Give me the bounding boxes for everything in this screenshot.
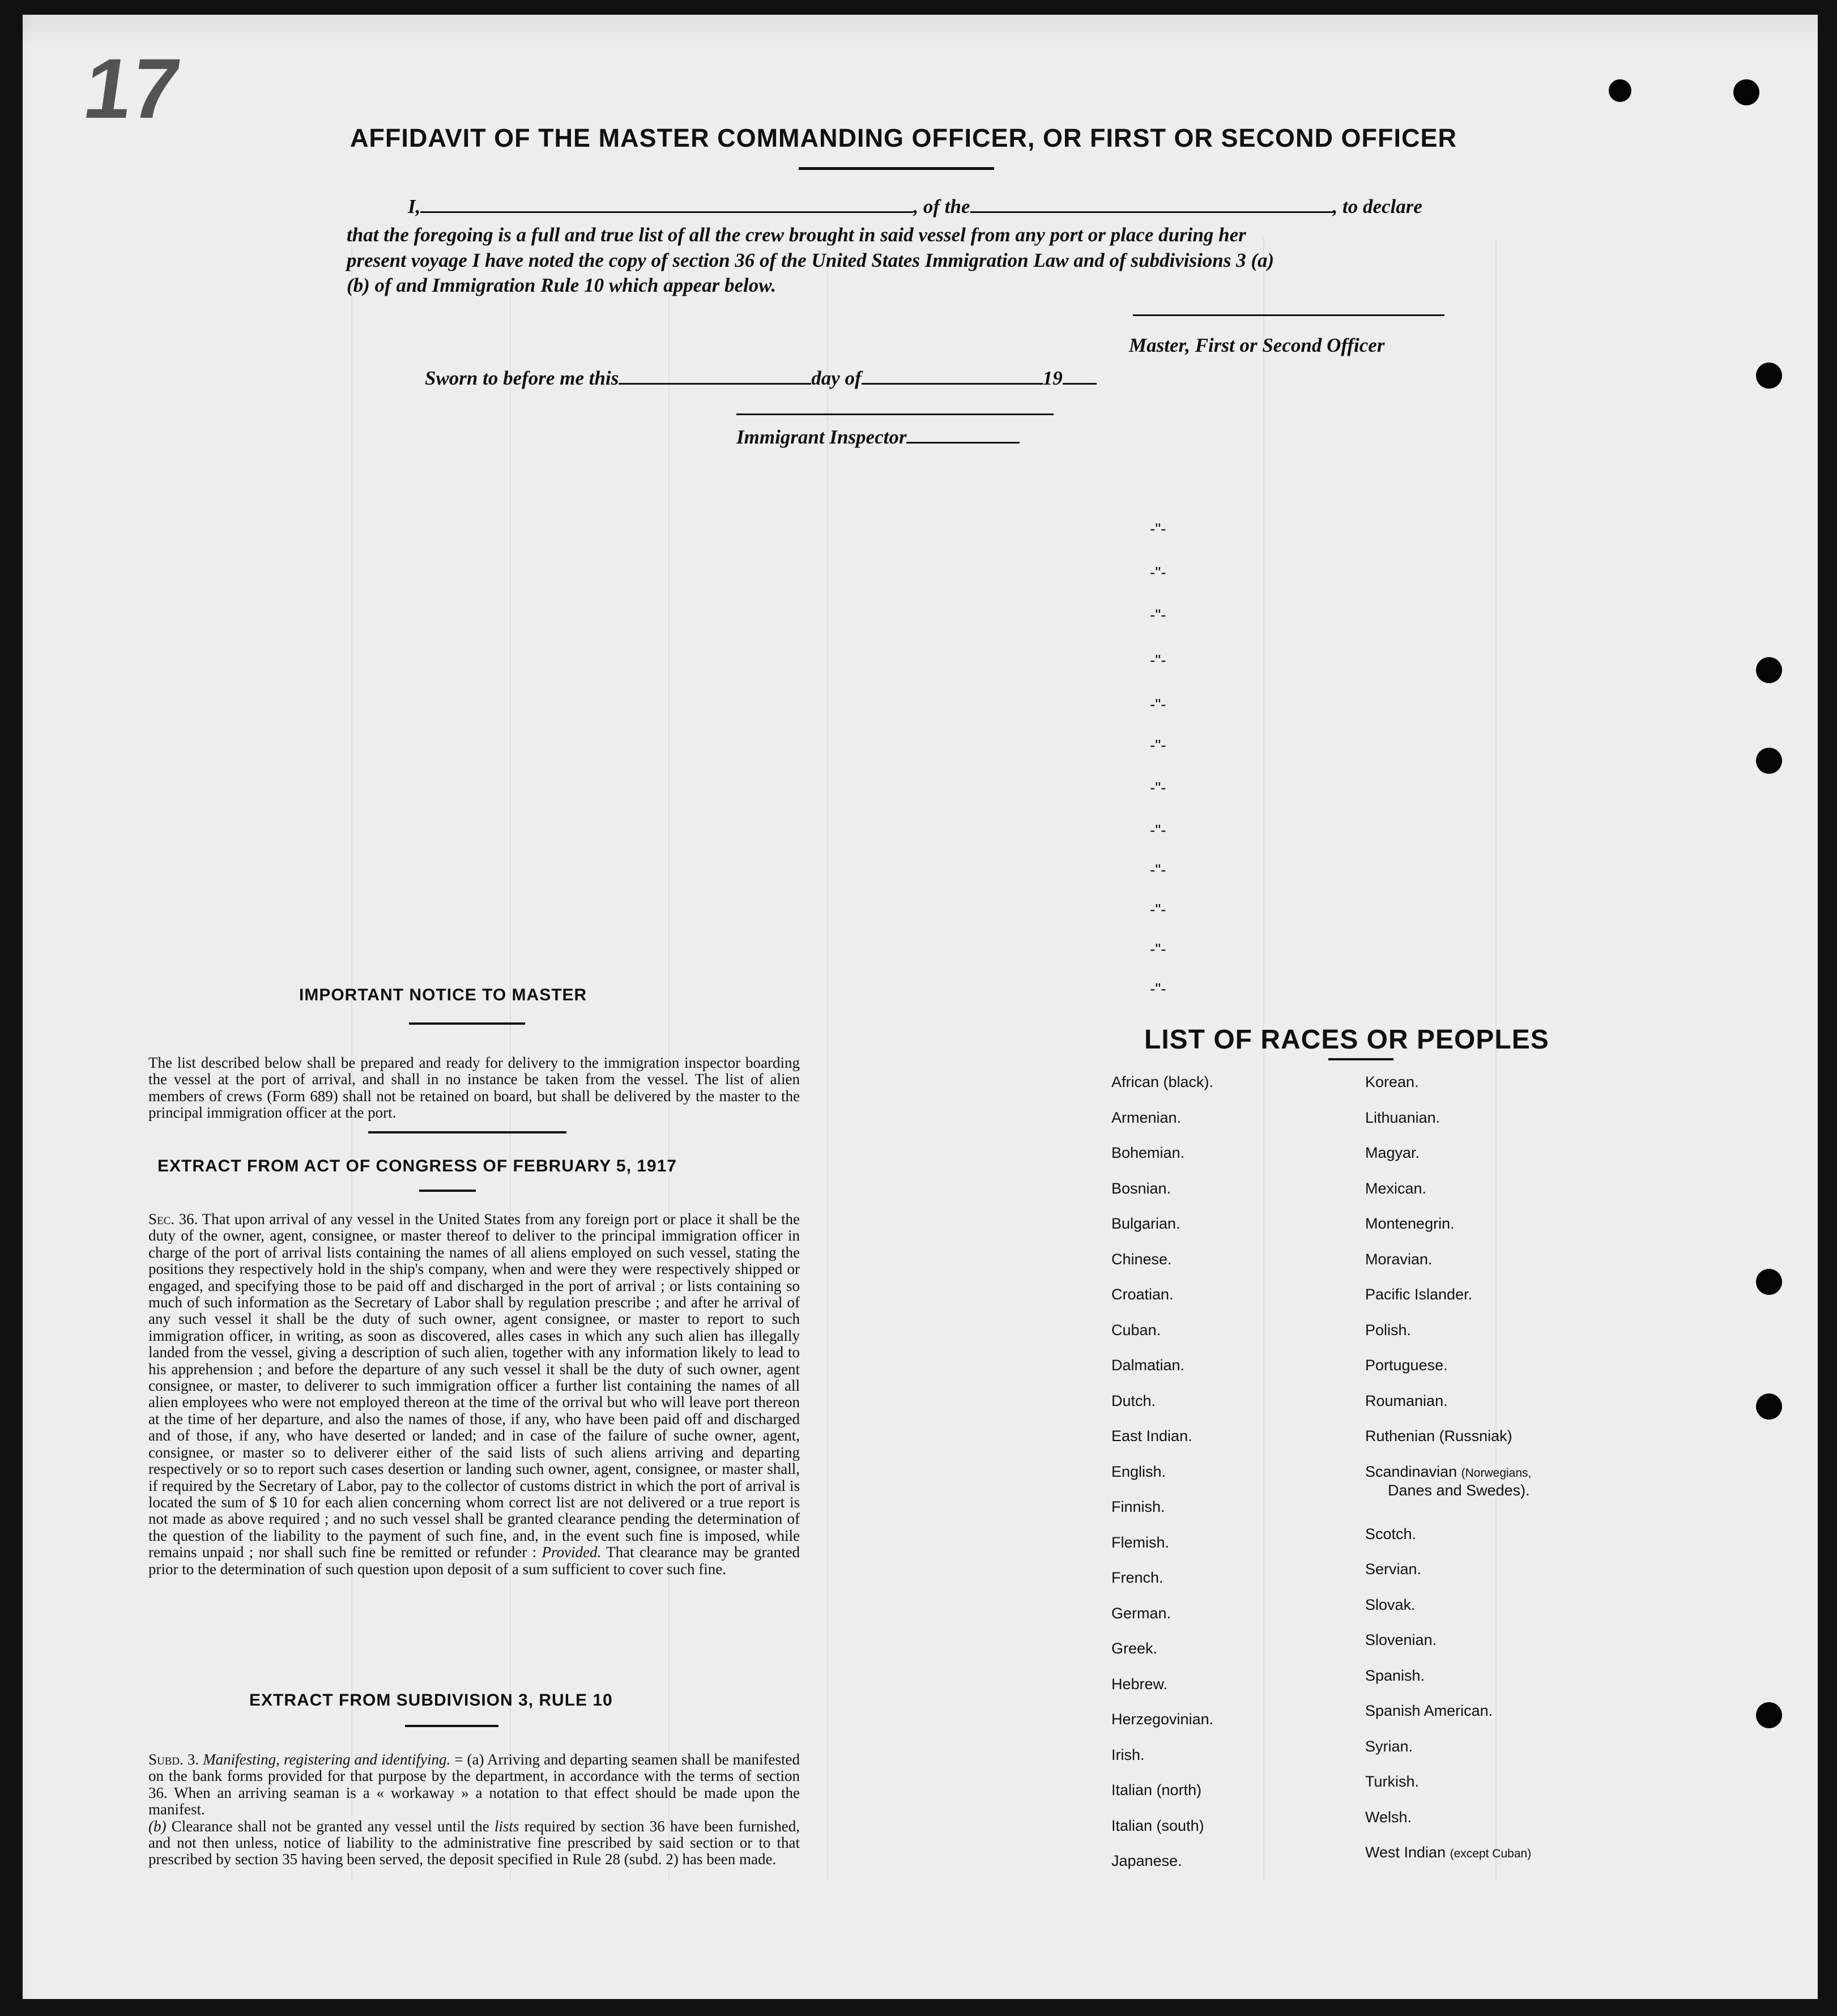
notice-heading: IMPORTANT NOTICE TO MASTER <box>299 986 587 1004</box>
race-item: Flemish. <box>1111 1533 1170 1551</box>
race-item: Lithuanian. <box>1365 1109 1440 1126</box>
race-item: Slovak. <box>1365 1596 1416 1613</box>
race-item: Polish. <box>1365 1321 1412 1339</box>
ditto-mark: -"- <box>1150 861 1166 879</box>
day-of-label: day of <box>811 367 862 389</box>
race-item: Bosnian. <box>1111 1179 1171 1197</box>
rule-subdivision-text <box>148 1751 800 1868</box>
race-item: Mexican. <box>1365 1179 1427 1197</box>
scan-border-top <box>0 0 1837 15</box>
inspector-signature <box>736 426 1020 449</box>
race-item: English. <box>1111 1463 1166 1480</box>
sec-label: Sec. 36. <box>148 1211 198 1227</box>
race-item: Magyar. <box>1365 1144 1420 1161</box>
part-b-text-2: required by section 36 have been furnished, and not then unless, notice of liability to the administrative fine prescribed by said section or to that prescribed by section 35 having been served, the deposit specified in Rule 28 (subd. 2) has been made. <box>148 1817 800 1868</box>
scan-border-right <box>1818 0 1837 2016</box>
act-heading: EXTRACT FROM ACT OF CONGRESS OF FEBRUARY 5, 1917 <box>157 1157 677 1175</box>
rule-underline <box>405 1725 498 1727</box>
act-body-end: That clearance may be granted prior to the determination of such question upon deposit of a sum sufficient to cover such fine. <box>148 1544 800 1578</box>
race-item: Spanish American. <box>1365 1702 1493 1719</box>
corner-page-number: 17 <box>78 41 186 136</box>
race-item: Chinese. <box>1111 1250 1172 1268</box>
race-item: Korean. <box>1365 1073 1419 1090</box>
affidavit-declaration-line3: present voyage I have noted the copy of section 36 of the United States Immigration Law and of subdivisions 3 (a) <box>347 249 1275 271</box>
vessel-name-field[interactable] <box>970 211 1333 213</box>
race-item: Portuguese. <box>1365 1357 1448 1374</box>
affidavit-declaration-line4: (b) of and Immigration Rule 10 which appear below. <box>347 274 777 296</box>
ditto-mark: -"- <box>1150 901 1166 918</box>
race-item: West Indian <box>1365 1844 1446 1861</box>
race-item: Bulgarian. <box>1111 1215 1180 1232</box>
sworn-label: Sworn to before me this <box>425 367 619 389</box>
ditto-mark: -"- <box>1150 736 1166 754</box>
races-underline <box>1328 1058 1393 1060</box>
race-item: Ruthenian (Russniak) <box>1365 1427 1512 1444</box>
race-item: Croatian. <box>1111 1286 1174 1303</box>
race-item: Montenegrin. <box>1365 1215 1455 1232</box>
race-item: Servian. <box>1365 1561 1422 1578</box>
race-item: Dalmatian. <box>1111 1357 1185 1374</box>
races-left-column <box>1111 1073 1213 1888</box>
ditto-mark: -"- <box>1150 821 1166 839</box>
race-item: Dutch. <box>1111 1392 1156 1409</box>
notice-text: The list described below shall be prepared and ready for delivery to the immigration inspector boarding the vessel at the port of arrival, and shall in no instance be taken from the vessel. The list of alien members of crews (Form 689) shall not be retained on board, but shall be delivered by the master to the principal immigration officer at the port. <box>148 1054 800 1122</box>
bleed-column-line <box>1263 238 1264 1881</box>
bleed-column-line <box>827 238 828 1881</box>
race-item: Syrian. <box>1365 1737 1413 1755</box>
race-item-scandinavian <box>1365 1463 1531 1525</box>
binder-hole <box>1756 1702 1782 1728</box>
scan-border-left <box>0 0 23 2016</box>
race-item: Cuban. <box>1111 1321 1161 1339</box>
race-item-west-indian <box>1365 1844 1531 1879</box>
binder-hole <box>1756 1393 1782 1420</box>
binder-hole <box>1756 748 1782 774</box>
ditto-mark: -"- <box>1150 940 1166 958</box>
race-item: Irish. <box>1111 1746 1145 1763</box>
act-body: That upon arrival of any vessel in the United States from any foreign port or place it shall be the duty of the owner, agent, consignee, or master thereof to deliver to the principal immigration officer in charge of the port of arrival lists containing the names of all aliens employed on such vessel, stating the positions they respectively hold in the ship's company, when and were they were respectively shipped or engaged, and specifying those to be paid off and discharged in the port of arrival ; or lists containing so much of such information as the Secretary of Labor shall by regulation prescribe ; and after he arrival of any such vessel it shall be the duty of such owner, agent consignee, or master to report to such immigration officer, in writing, as soon as discovered, alles cases in which any such alien has illegally landed from the vessel, giving a description of such alien, together with any information likely to lead to his apprehension ; and before the departure of any such vessel it shall be the duty of such owner, agent consignee, or master, to deliverer to such immigration officer a further list containing the names of all alien employees who were not employed thereon at the time of the orrival but who will leave port thereon at the time of her departure, and also the names of those, if any, who have been paid off and discharged and of those, if any, who have deserted or landed; and in case of the failure of suche owner, agent, consignee, or master so to deliverer either of the said lists of such aliens arriving and departing respectively or so to report such cases desertion or landing such owner, agent, consignee, or master shall, if required by the Secretary of Labor, pay to the collector of customs district in which the port of arrival is located the sum of $ 10 for each alien concerning whom correct list are not delivered or a true report is not made as above required ; and no such vessel shall be granted clearance pending the determination of the question of the liability to the payment of such fine, and, in the event such fine is imposed, while remains unpaid ; nor shall such fine be remitted or refunder : <box>148 1211 800 1561</box>
race-item: Scotch. <box>1365 1525 1417 1542</box>
master-signature-line[interactable] <box>1133 314 1444 316</box>
ditto-mark: -"- <box>1150 779 1166 796</box>
part-b-prefix: (b) <box>148 1817 167 1835</box>
ditto-mark: -"- <box>1150 651 1166 669</box>
ditto-mark: -"- <box>1150 606 1166 624</box>
race-item: Italian (south) <box>1111 1817 1204 1834</box>
race-item: German. <box>1111 1604 1171 1622</box>
race-item: Finnish. <box>1111 1498 1165 1515</box>
race-item: Moravian. <box>1365 1250 1433 1268</box>
race-item: French. <box>1111 1569 1163 1586</box>
part-a-prefix: = (a) <box>454 1751 484 1768</box>
ditto-mark: -"- <box>1150 564 1166 581</box>
part-b-text-1: Clearance shall not be granted any vessel until the <box>171 1817 489 1835</box>
inspector-label: Immigrant Inspector <box>736 426 907 448</box>
binder-hole <box>1756 657 1782 683</box>
provided-label: Provided. <box>542 1544 602 1561</box>
master-signature-label: Master, First or Second Officer <box>1129 334 1385 356</box>
affidavit-title: AFFIDAVIT OF THE MASTER COMMANDING OFFICER, OR FIRST OR SECOND OFFICER <box>350 123 1457 152</box>
of-the-label: , of the <box>913 195 970 218</box>
act-underline <box>419 1190 476 1192</box>
race-note: (Norwegians, <box>1461 1466 1532 1480</box>
sworn-month-field[interactable] <box>862 383 1043 385</box>
notice-underline <box>409 1022 525 1025</box>
race-note: Danes and Swedes). <box>1388 1481 1530 1499</box>
race-item: Bohemian. <box>1111 1144 1185 1161</box>
part-a-text: Arriving and departing seamen shall be manifested on the bank forms provided for that purpose by the department, in accordance with the terms of section 36. When an arriving seaman is a « workaway » a notation to that effect should be made upon the manifest. <box>148 1751 800 1818</box>
race-note: (except Cuban) <box>1450 1847 1532 1860</box>
i-label: I, <box>408 195 421 218</box>
binder-hole <box>1609 79 1631 102</box>
scan-border-bottom <box>0 1999 1837 2016</box>
binder-hole <box>1756 363 1782 389</box>
ditto-mark: -"- <box>1150 696 1166 713</box>
race-item: Italian (north) <box>1111 1781 1202 1798</box>
part-b-lists: lists <box>494 1817 519 1835</box>
rule-heading: EXTRACT FROM SUBDIVISION 3, RULE 10 <box>249 1691 613 1710</box>
subd-title: Manifesting, registering and identifying. <box>203 1751 451 1768</box>
inspector-name-field[interactable] <box>906 442 1020 444</box>
affidavit-declaration-line1 <box>408 195 1422 218</box>
races-right-column <box>1365 1073 1531 1879</box>
officer-name-field[interactable] <box>420 211 913 213</box>
sworn-year-field[interactable] <box>1063 383 1097 385</box>
title-underline <box>799 167 994 170</box>
race-item: Roumanian. <box>1365 1392 1448 1409</box>
race-item: East Indian. <box>1111 1427 1192 1444</box>
race-item: Welsh. <box>1365 1808 1412 1826</box>
act-section-36-text <box>148 1211 800 1578</box>
race-item: Slovenian. <box>1365 1631 1437 1648</box>
race-item: Herzegovinian. <box>1111 1711 1214 1728</box>
inspector-signature-line[interactable] <box>736 414 1054 415</box>
notice-divider <box>368 1131 566 1133</box>
subd-label: Subd. 3. <box>148 1751 199 1768</box>
race-item: Turkish. <box>1365 1773 1420 1790</box>
race-item: Spanish. <box>1365 1666 1425 1684</box>
affidavit-declaration-line2: that the foregoing is a full and true list of all the crew brought in said vessel from any port or place during her <box>347 224 1246 246</box>
ditto-mark: -"- <box>1150 980 1166 998</box>
race-item: Armenian. <box>1111 1109 1182 1126</box>
sworn-statement <box>425 367 1097 390</box>
ditto-mark: -"- <box>1150 520 1166 538</box>
races-heading: LIST OF RACES OR PEOPLES <box>1144 1025 1549 1055</box>
race-item: Greek. <box>1111 1640 1158 1657</box>
binder-hole <box>1733 79 1759 105</box>
race-item: Pacific Islander. <box>1365 1286 1473 1303</box>
binder-hole <box>1756 1269 1782 1295</box>
race-item: Hebrew. <box>1111 1675 1168 1693</box>
year-prefix: 19 <box>1042 367 1063 389</box>
race-item: Japanese. <box>1111 1852 1182 1869</box>
race-item: African (black). <box>1111 1073 1214 1090</box>
to-declare-label: , to declare <box>1332 195 1422 218</box>
race-item: Scandinavian <box>1365 1463 1457 1480</box>
sworn-day-field[interactable] <box>619 383 811 385</box>
